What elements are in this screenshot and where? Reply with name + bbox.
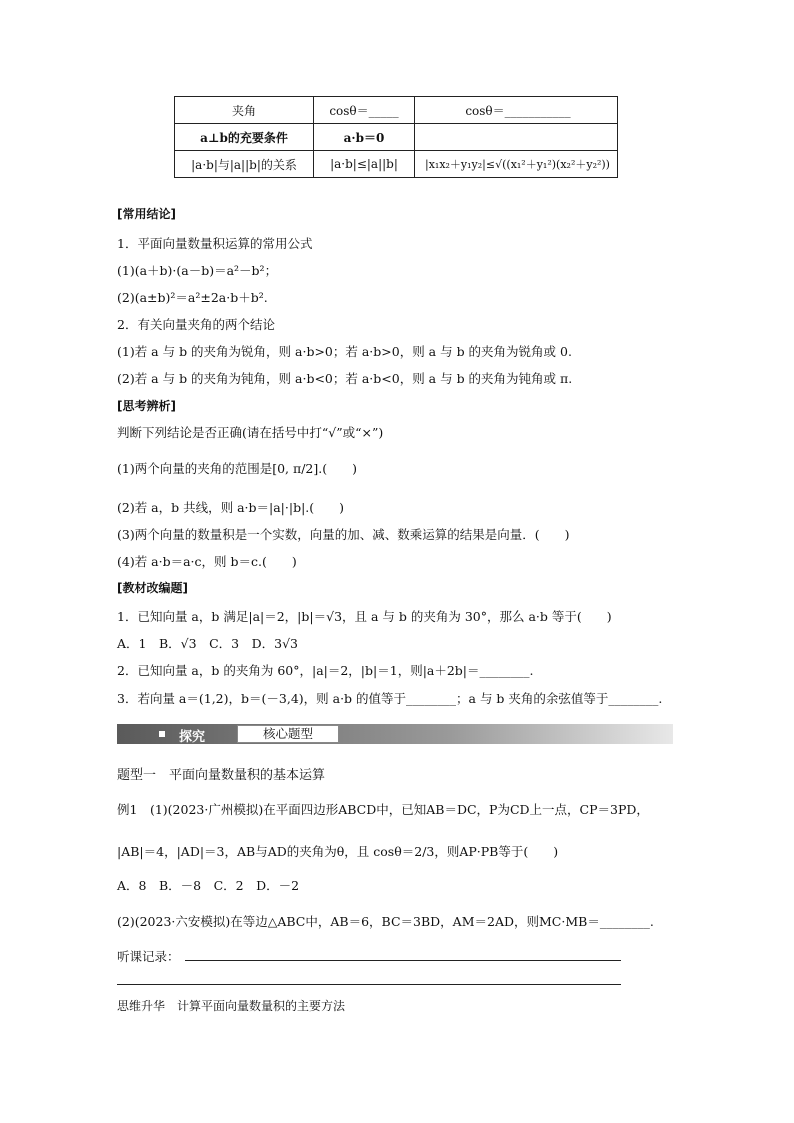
cell: a⊥b的充要条件 (175, 124, 314, 151)
formula-2: (2)(a±b)²＝a²±2a·b＋b². (117, 290, 268, 305)
section-box: 核心题型 (237, 725, 339, 743)
problem-1: 1．已知向量 a，b 满足|a|＝2，|b|＝√3，且 a 与 b 的夹角为 30°，那么 a·b 等于( ) (117, 609, 612, 624)
cell: |a·b|与|a||b|的关系 (175, 151, 314, 178)
notes-label: 听课记录： (117, 949, 180, 964)
common-item1: 1．平面向量数量积运算的常用公式 (117, 236, 313, 251)
think-q1: (1)两个向量的夹角的范围是[0, π/2].( ) (117, 461, 357, 476)
cell: 夹角 (175, 97, 314, 124)
common-heading: [常用结论] (117, 207, 176, 221)
cell: a·b＝0 (314, 124, 415, 151)
bullet-icon (159, 731, 165, 737)
cell (415, 124, 618, 151)
problem-2: 2．已知向量 a，b 的夹角为 60°，|a|＝2，|b|＝1，则|a＋2b|＝________. (117, 663, 534, 678)
summary: 思维升华 计算平面向量数量积的主要方法 (117, 999, 346, 1013)
example1-part2: (2)(2023·六安模拟)在等边△ABC中，AB＝6，BC＝3BD，AM＝2AD，则MC·MB＝________. (117, 914, 654, 929)
think-intro: 判断下列结论是否正确(请在括号中打“√”或“×”) (117, 425, 384, 440)
think-q2: (2)若 a，b 共线，则 a·b＝|a|·|b|.( ) (117, 500, 345, 515)
problem-3: 3．若向量 a＝(1,2)，b＝(－3,4)，则 a·b 的值等于________；a 与 b 夹角的余弦值等于________. (117, 691, 663, 706)
notes-line (185, 960, 621, 961)
example1-part1a: 例1 (1)(2023·广州模拟)在平面四边形ABCD中，已知AB＝DC，P为CD上一点，CP＝3PD， (117, 802, 649, 817)
notes-line (117, 984, 621, 985)
common-item2: 2．有关向量夹角的两个结论 (117, 317, 275, 332)
example1-options: A．8 B．－8 C．2 D．－2 (117, 878, 300, 893)
problem-1-options: A．1 B．√3 C．3 D．3√3 (117, 636, 298, 651)
example1-part1b: |AB|＝4，|AD|＝3，AB与AD的夹角为θ，且 cosθ＝2/3，则AP·PB等于( ) (117, 844, 559, 859)
think-heading: [思考辨析] (117, 399, 176, 413)
formula-1: (1)(a＋b)·(a－b)＝a²－b²； (117, 263, 278, 278)
type1-title: 题型一 平面向量数量积的基本运算 (117, 768, 326, 783)
cell: |a·b|≤|a||b| (314, 151, 415, 178)
section-bar (117, 724, 673, 744)
cell: cosθ＝___________ (415, 97, 618, 124)
cell: |x₁x₂＋y₁y₂|≤√((x₁²＋y₁²)(x₂²＋y₂²)) (415, 151, 618, 178)
cell: cosθ＝_____ (314, 97, 415, 124)
section-label: 探究 (179, 730, 206, 745)
think-q4: (4)若 a·b＝a·c，则 b＝c.( ) (117, 554, 297, 569)
think-q3: (3)两个向量的数量积是一个实数，向量的加、减、数乘运算的结果是向量．( ) (117, 527, 570, 542)
conclusion-1: (1)若 a 与 b 的夹角为锐角，则 a·b>0；若 a·b>0，则 a 与 b 的夹角为锐角或 0. (117, 344, 572, 359)
textbook-heading: [教材改编题] (117, 581, 188, 595)
property-table (174, 96, 618, 178)
conclusion-2: (2)若 a 与 b 的夹角为钝角，则 a·b<0；若 a·b<0，则 a 与 b 的夹角为钝角或 π. (117, 371, 573, 386)
